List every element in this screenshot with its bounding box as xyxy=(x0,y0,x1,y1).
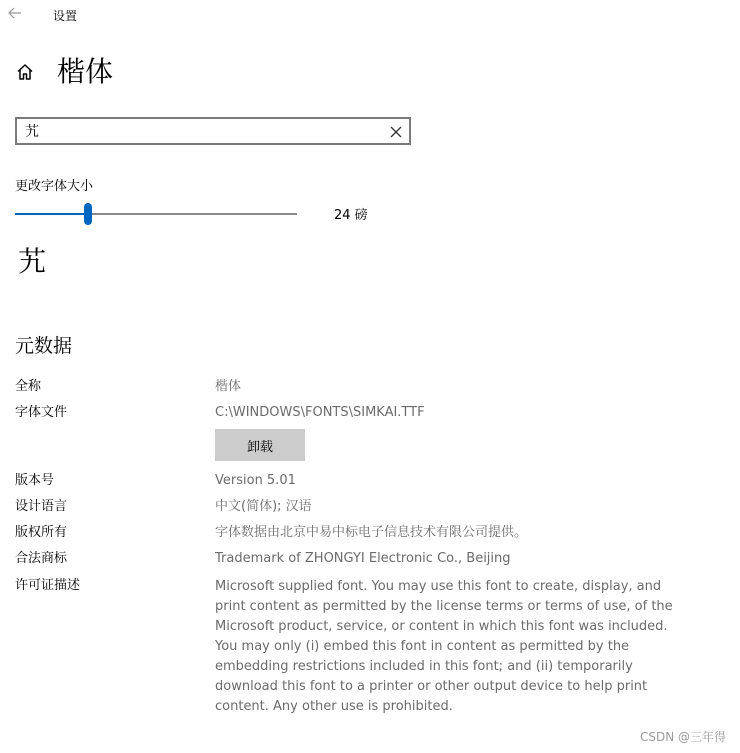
design-language-label: 设计语言 xyxy=(15,499,68,514)
back-arrow-icon[interactable] xyxy=(8,6,24,24)
home-icon[interactable] xyxy=(15,62,35,82)
watermark: CSDN @三年得 xyxy=(639,730,726,744)
uninstall-button[interactable]: 卸载 xyxy=(215,429,305,461)
preview-text-box[interactable] xyxy=(15,117,411,145)
page-title: 楷体 xyxy=(57,55,114,88)
trademark-value: Trademark of ZHONGYI Electronic Co., Beijing xyxy=(215,551,511,566)
copyright-label: 版权所有 xyxy=(15,525,68,540)
font-size-slider[interactable] xyxy=(15,203,297,227)
version-value: Version 5.01 xyxy=(215,473,296,488)
clear-icon[interactable] xyxy=(389,124,403,138)
version-label: 版本号 xyxy=(15,473,55,488)
license-value: Microsoft supplied font. You may use this font to create, display, and print content as permitted by the license terms or terms of use, of the Microsoft product, service, or content in which this font was included. You may only (i) embed this font in content as permitted by the embedding restrictions included in this font; and (ii) temporarily download this font to a printer or other output device to help print content. Any other use is prohibited. xyxy=(215,579,673,714)
metadata-heading: 元数据 xyxy=(15,335,73,357)
full-name-value: 楷体 xyxy=(215,379,242,394)
slider-track-fill xyxy=(15,213,88,215)
full-name-label: 全称 xyxy=(15,379,42,394)
design-language-value: 中文(简体); 汉语 xyxy=(215,499,312,514)
font-preview: 艽 xyxy=(18,245,47,278)
window-title: 设置 xyxy=(53,9,78,23)
preview-text-input[interactable] xyxy=(25,120,375,142)
slider-thumb[interactable] xyxy=(84,203,92,225)
font-size-value: 24 磅 xyxy=(334,208,368,223)
font-file-value: C:\WINDOWS\FONTS\SIMKAI.TTF xyxy=(215,405,425,420)
font-size-label: 更改字体大小 xyxy=(15,179,94,194)
font-file-label: 字体文件 xyxy=(15,405,68,420)
trademark-label: 合法商标 xyxy=(15,551,68,566)
copyright-value: 字体数据由北京中易中标电子信息技术有限公司提供。 xyxy=(215,525,528,540)
license-label: 许可证描述 xyxy=(15,578,81,593)
